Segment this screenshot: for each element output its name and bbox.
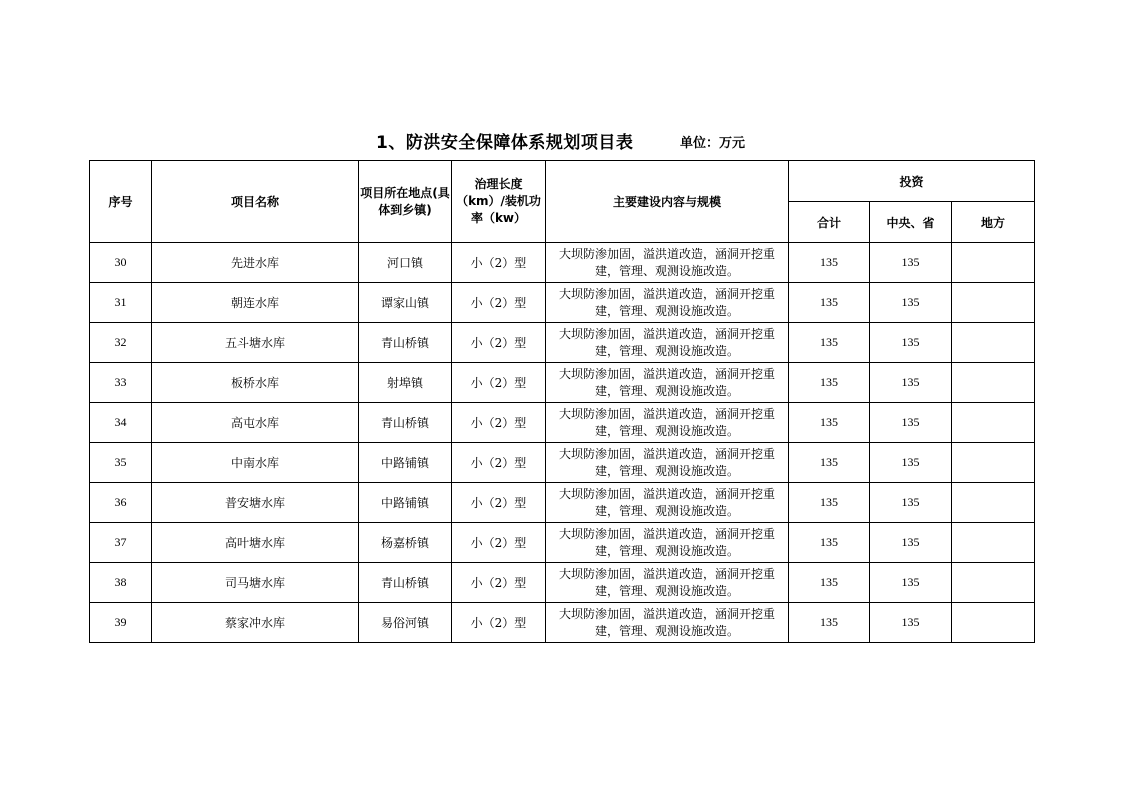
cell-seq: 33 — [90, 363, 152, 403]
cell-local — [952, 563, 1035, 603]
cell-name: 司马塘水库 — [152, 563, 359, 603]
cell-name: 高屯水库 — [152, 403, 359, 443]
cell-central: 135 — [870, 603, 952, 643]
cell-content: 大坝防渗加固，溢洪道改造，涵洞开挖重建，管理、观测设施改造。 — [546, 243, 789, 283]
header-seq: 序号 — [90, 161, 152, 243]
cell-location: 青山桥镇 — [359, 323, 452, 363]
cell-length: 小（2）型 — [452, 603, 546, 643]
cell-name: 高叶塘水库 — [152, 523, 359, 563]
cell-local — [952, 523, 1035, 563]
cell-local — [952, 403, 1035, 443]
cell-central: 135 — [870, 403, 952, 443]
cell-central: 135 — [870, 323, 952, 363]
table-row — [90, 363, 1035, 403]
cell-location: 杨嘉桥镇 — [359, 523, 452, 563]
cell-seq: 31 — [90, 283, 152, 323]
header-length-text: 治理长度（km）/装机功率（kw） — [456, 177, 541, 225]
cell-seq: 39 — [90, 603, 152, 643]
cell-total: 135 — [789, 363, 870, 403]
cell-total: 135 — [789, 323, 870, 363]
cell-total: 135 — [789, 523, 870, 563]
cell-content: 大坝防渗加固，溢洪道改造，涵洞开挖重建，管理、观测设施改造。 — [546, 563, 789, 603]
page-title: 1、防洪安全保障体系规划项目表 — [376, 133, 634, 153]
table-row — [90, 443, 1035, 483]
cell-seq: 36 — [90, 483, 152, 523]
table-row — [90, 523, 1035, 563]
cell-seq: 38 — [90, 563, 152, 603]
table-row — [90, 243, 1035, 283]
cell-length: 小（2）型 — [452, 563, 546, 603]
cell-location: 中路铺镇 — [359, 443, 452, 483]
cell-local — [952, 283, 1035, 323]
cell-content: 大坝防渗加固，溢洪道改造，涵洞开挖重建，管理、观测设施改造。 — [546, 403, 789, 443]
cell-length: 小（2）型 — [452, 483, 546, 523]
cell-total: 135 — [789, 443, 870, 483]
title-row — [0, 128, 1122, 158]
cell-total: 135 — [789, 563, 870, 603]
cell-location: 青山桥镇 — [359, 563, 452, 603]
cell-local — [952, 603, 1035, 643]
cell-local — [952, 363, 1035, 403]
header-name: 项目名称 — [152, 161, 359, 243]
cell-length: 小（2）型 — [452, 283, 546, 323]
table-row — [90, 283, 1035, 323]
header-local: 地方 — [952, 202, 1035, 243]
cell-total: 135 — [789, 283, 870, 323]
cell-total: 135 — [789, 403, 870, 443]
project-table — [89, 160, 1035, 643]
cell-total: 135 — [789, 243, 870, 283]
cell-seq: 30 — [90, 243, 152, 283]
header-location-text: 项目所在地点(具体到乡镇) — [360, 185, 450, 217]
cell-seq: 35 — [90, 443, 152, 483]
table-row — [90, 603, 1035, 643]
cell-seq: 37 — [90, 523, 152, 563]
cell-length: 小（2）型 — [452, 363, 546, 403]
cell-content: 大坝防渗加固，溢洪道改造，涵洞开挖重建，管理、观测设施改造。 — [546, 443, 789, 483]
cell-local — [952, 443, 1035, 483]
cell-local — [952, 483, 1035, 523]
cell-local — [952, 243, 1035, 283]
table-row — [90, 483, 1035, 523]
cell-location: 河口镇 — [359, 243, 452, 283]
table-row — [90, 563, 1035, 603]
cell-name: 朝连水库 — [152, 283, 359, 323]
cell-length: 小（2）型 — [452, 403, 546, 443]
cell-name: 板桥水库 — [152, 363, 359, 403]
cell-central: 135 — [870, 443, 952, 483]
table-row — [90, 403, 1035, 443]
cell-content: 大坝防渗加固，溢洪道改造，涵洞开挖重建，管理、观测设施改造。 — [546, 363, 789, 403]
header-content: 主要建设内容与规模 — [546, 161, 789, 243]
table-body — [90, 243, 1035, 643]
unit-label: 单位：万元 — [680, 136, 746, 151]
cell-central: 135 — [870, 243, 952, 283]
cell-content: 大坝防渗加固，溢洪道改造，涵洞开挖重建，管理、观测设施改造。 — [546, 603, 789, 643]
cell-central: 135 — [870, 483, 952, 523]
cell-location: 射埠镇 — [359, 363, 452, 403]
cell-location: 谭家山镇 — [359, 283, 452, 323]
header-central: 中央、省 — [870, 202, 952, 243]
header-location — [359, 161, 452, 243]
cell-seq: 34 — [90, 403, 152, 443]
cell-total: 135 — [789, 483, 870, 523]
cell-length: 小（2）型 — [452, 443, 546, 483]
cell-content: 大坝防渗加固，溢洪道改造，涵洞开挖重建，管理、观测设施改造。 — [546, 483, 789, 523]
cell-content: 大坝防渗加固，溢洪道改造，涵洞开挖重建，管理、观测设施改造。 — [546, 523, 789, 563]
cell-content: 大坝防渗加固，溢洪道改造，涵洞开挖重建，管理、观测设施改造。 — [546, 323, 789, 363]
cell-name: 先进水库 — [152, 243, 359, 283]
table-row — [90, 323, 1035, 363]
cell-location: 中路铺镇 — [359, 483, 452, 523]
cell-location: 易俗河镇 — [359, 603, 452, 643]
cell-central: 135 — [870, 283, 952, 323]
cell-content: 大坝防渗加固，溢洪道改造，涵洞开挖重建，管理、观测设施改造。 — [546, 283, 789, 323]
cell-length: 小（2）型 — [452, 243, 546, 283]
header-investment: 投资 — [789, 161, 1035, 202]
cell-local — [952, 323, 1035, 363]
cell-length: 小（2）型 — [452, 323, 546, 363]
cell-central: 135 — [870, 563, 952, 603]
cell-central: 135 — [870, 523, 952, 563]
cell-name: 五斗塘水库 — [152, 323, 359, 363]
cell-length: 小（2）型 — [452, 523, 546, 563]
cell-name: 中南水库 — [152, 443, 359, 483]
cell-name: 普安塘水库 — [152, 483, 359, 523]
cell-seq: 32 — [90, 323, 152, 363]
header-total: 合计 — [789, 202, 870, 243]
cell-location: 青山桥镇 — [359, 403, 452, 443]
cell-name: 蔡家冲水库 — [152, 603, 359, 643]
cell-central: 135 — [870, 363, 952, 403]
header-length — [452, 161, 546, 243]
cell-total: 135 — [789, 603, 870, 643]
